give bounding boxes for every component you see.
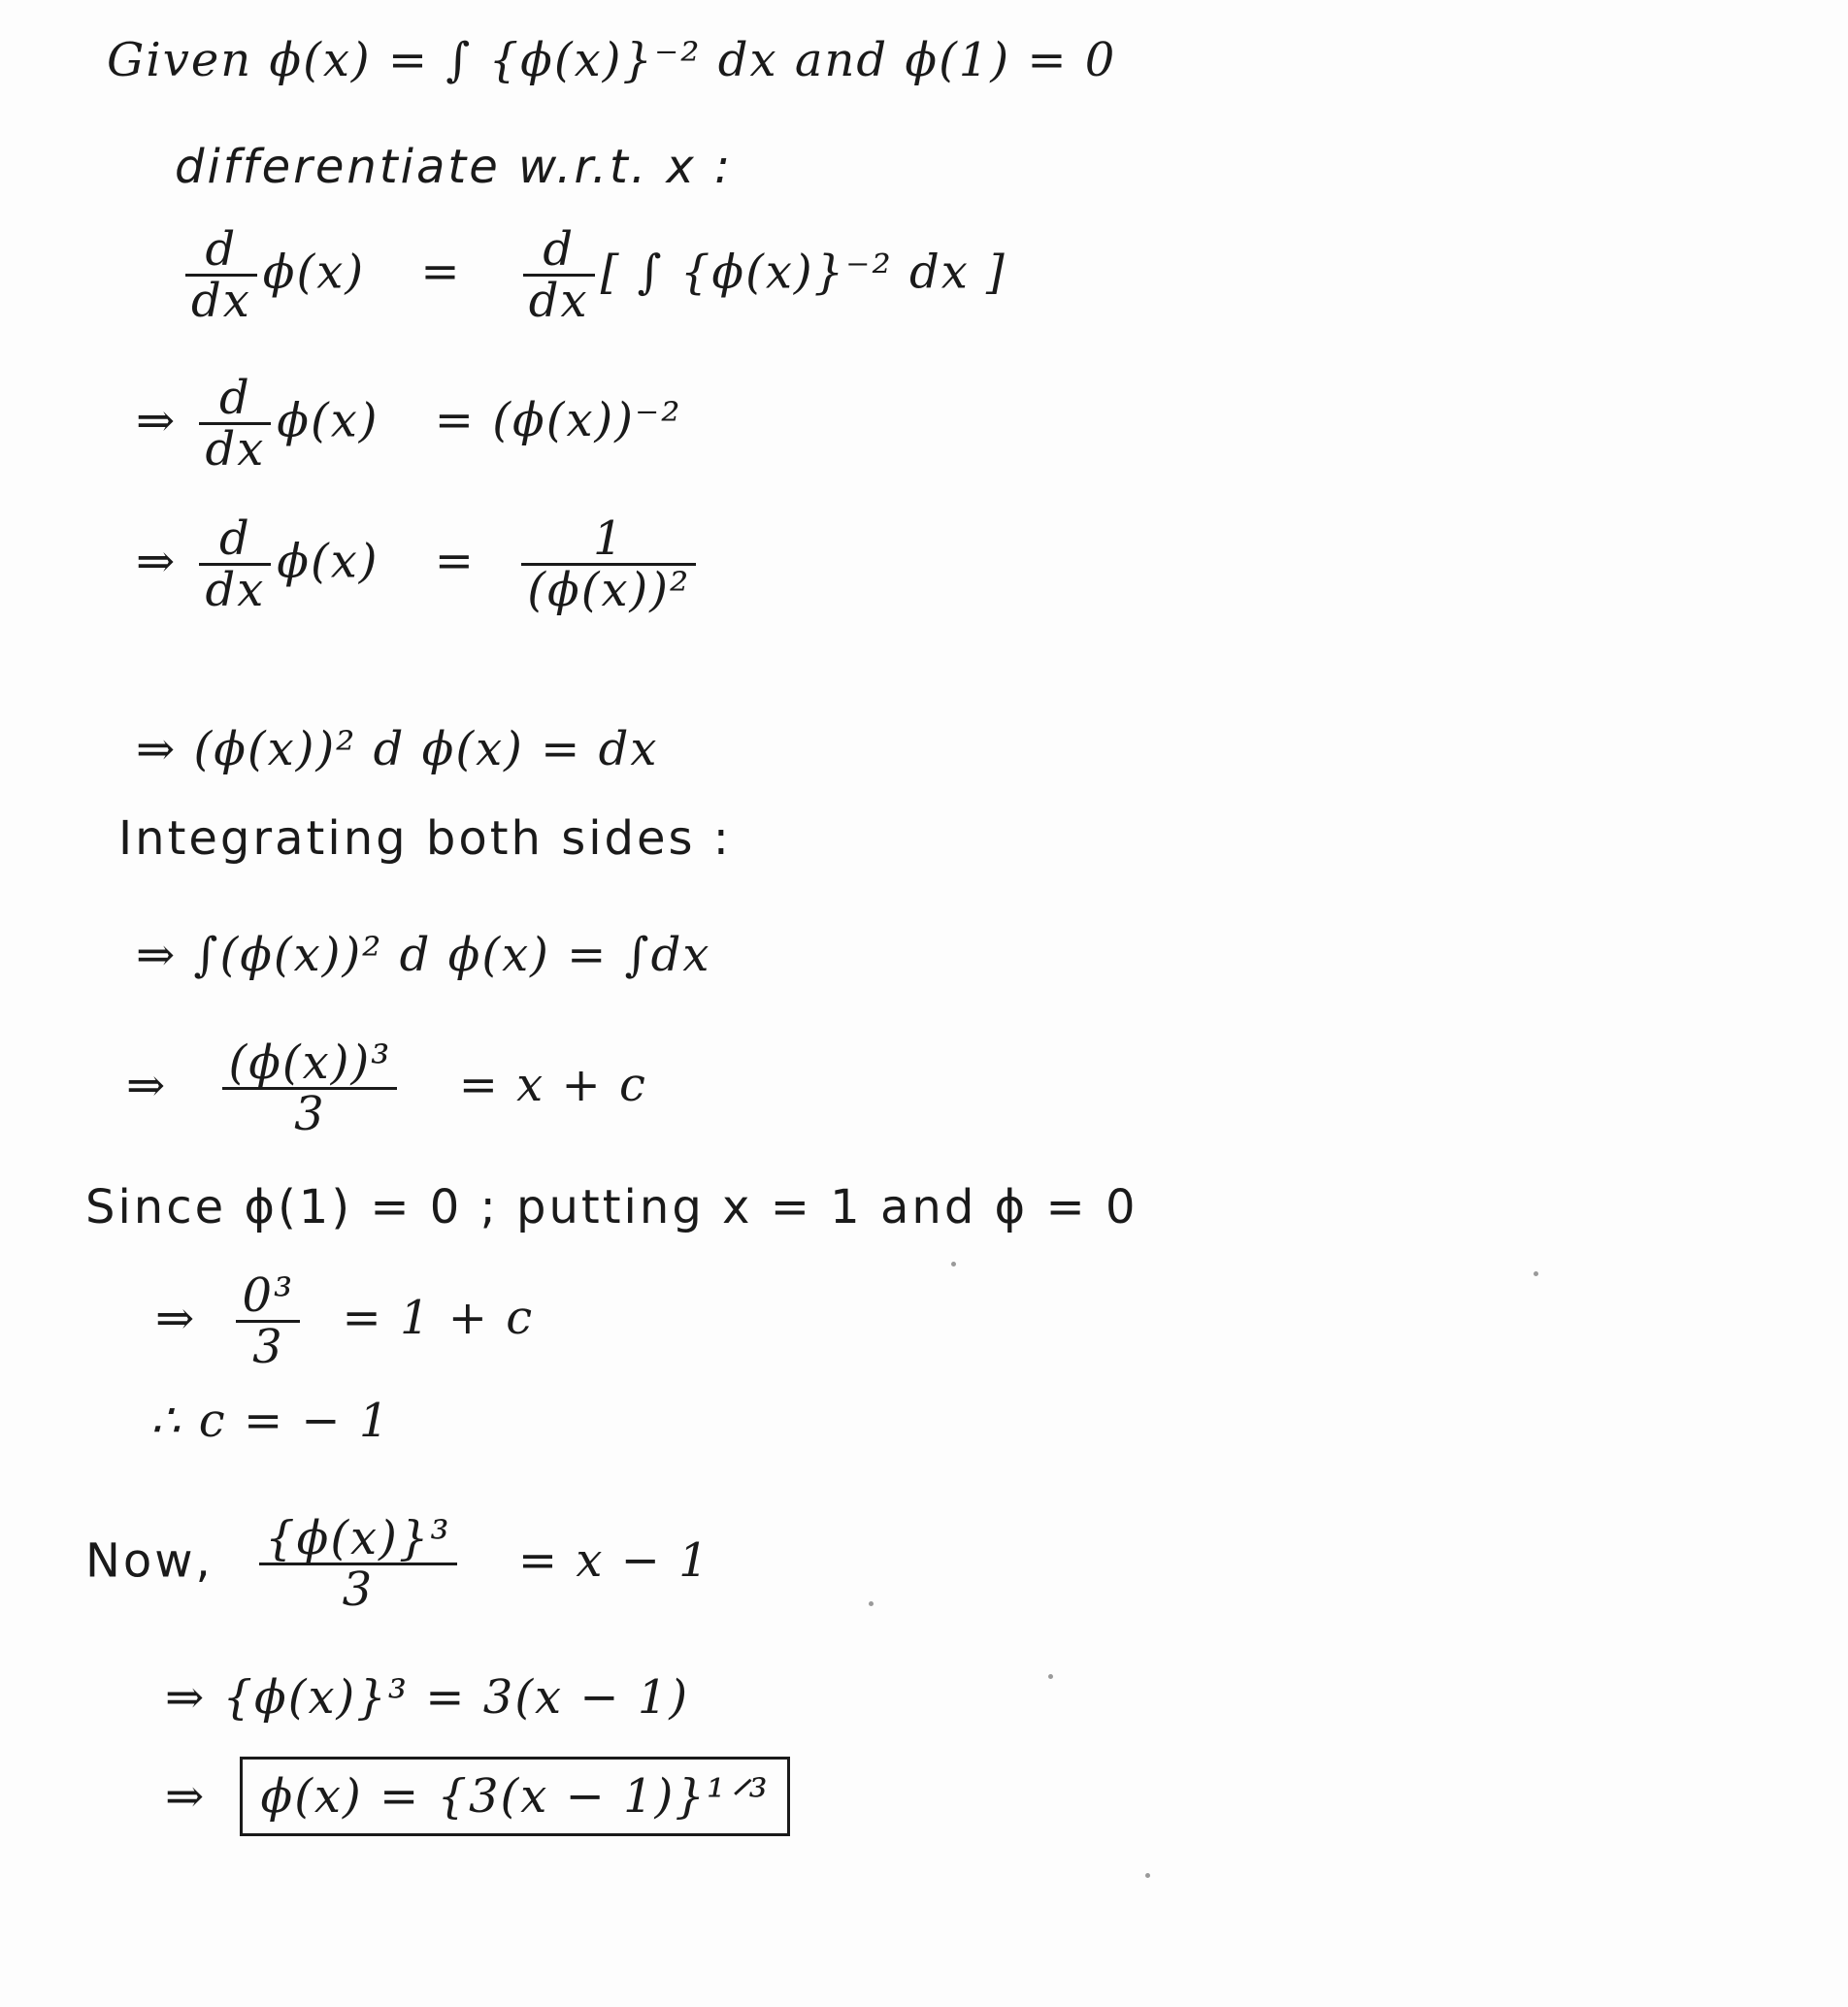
phi-cubed-over-three: $\frac{\text{\{ϕ(x)\}³}}{3}$ <box>259 1514 457 1615</box>
cubed-equation: ⇒ {ϕ(x)}³ = 3(x − 1) <box>165 1670 690 1725</box>
constant-value: ∴ c = − 1 <box>150 1394 391 1448</box>
substituted-equation: ⇒ $\frac{\text{0³}}{3}$ = 1 + c <box>155 1268 535 1375</box>
differentiate-instruction: differentiate w.r.t. x : <box>175 140 734 194</box>
integral-equation: ⇒ ∫(ϕ(x))² d ϕ(x) = ∫dx <box>136 928 711 982</box>
d-dx-operator: $\frac{d}{dx}$ <box>199 374 271 475</box>
zero-cubed-over-three: $\frac{\text{0³}}{3}$ <box>236 1271 300 1372</box>
separated-equation: ⇒ (ϕ(x))² d ϕ(x) = dx <box>136 722 659 776</box>
integrating-instruction: Integrating both sides : <box>118 811 732 866</box>
derivative-equation-3: ⇒ $\frac{d}{dx}$ ϕ(x) = $\frac{1}{\text{(ϕ(x))²}}$ <box>136 514 702 615</box>
derivative-equation-1: $\frac{d}{dx}$ ϕ(x) = $\frac{d}{dx}$ [ ∫ {ϕ(x)}⁻² dx ] <box>180 225 1006 326</box>
derivative-equation-2: ⇒ $\frac{d}{dx}$ ϕ(x) = (ϕ(x))⁻² <box>136 371 682 477</box>
phi-cubed-over-three: $\frac{\text{(ϕ(x))³}}{3}$ <box>222 1038 397 1139</box>
final-answer-line: ⇒ ϕ(x) = {3(x − 1)}¹ᐟ³ <box>165 1757 790 1836</box>
paper-speck <box>869 1601 874 1606</box>
paper-speck <box>951 1262 956 1267</box>
final-answer-box: ϕ(x) = {3(x − 1)}¹ᐟ³ <box>240 1757 789 1836</box>
paper-speck <box>1534 1271 1538 1276</box>
integrated-result: ⇒ $\frac{\text{(ϕ(x))³}}{3}$ = x + c <box>126 1036 647 1142</box>
reciprocal-fraction: $\frac{1}{\text{(ϕ(x))²}}$ <box>521 514 696 615</box>
paper-speck <box>1145 1873 1150 1878</box>
paper-speck <box>1048 1674 1053 1679</box>
d-dx-operator-rhs: $\frac{d}{dx}$ <box>523 225 595 326</box>
now-equation: Now, $\frac{\text{\{ϕ(x)\}³}}{3}$ = x − 1 <box>85 1511 710 1618</box>
d-dx-operator-lhs: $\frac{d}{dx}$ <box>185 225 257 326</box>
d-dx-operator: $\frac{d}{dx}$ <box>199 514 271 615</box>
initial-condition-statement: Since ϕ(1) = 0 ; putting x = 1 and ϕ = 0 <box>85 1180 1138 1234</box>
given-statement: Given ϕ(x) = ∫ {ϕ(x)}⁻² dx and ϕ(1) = 0 <box>107 33 1117 87</box>
